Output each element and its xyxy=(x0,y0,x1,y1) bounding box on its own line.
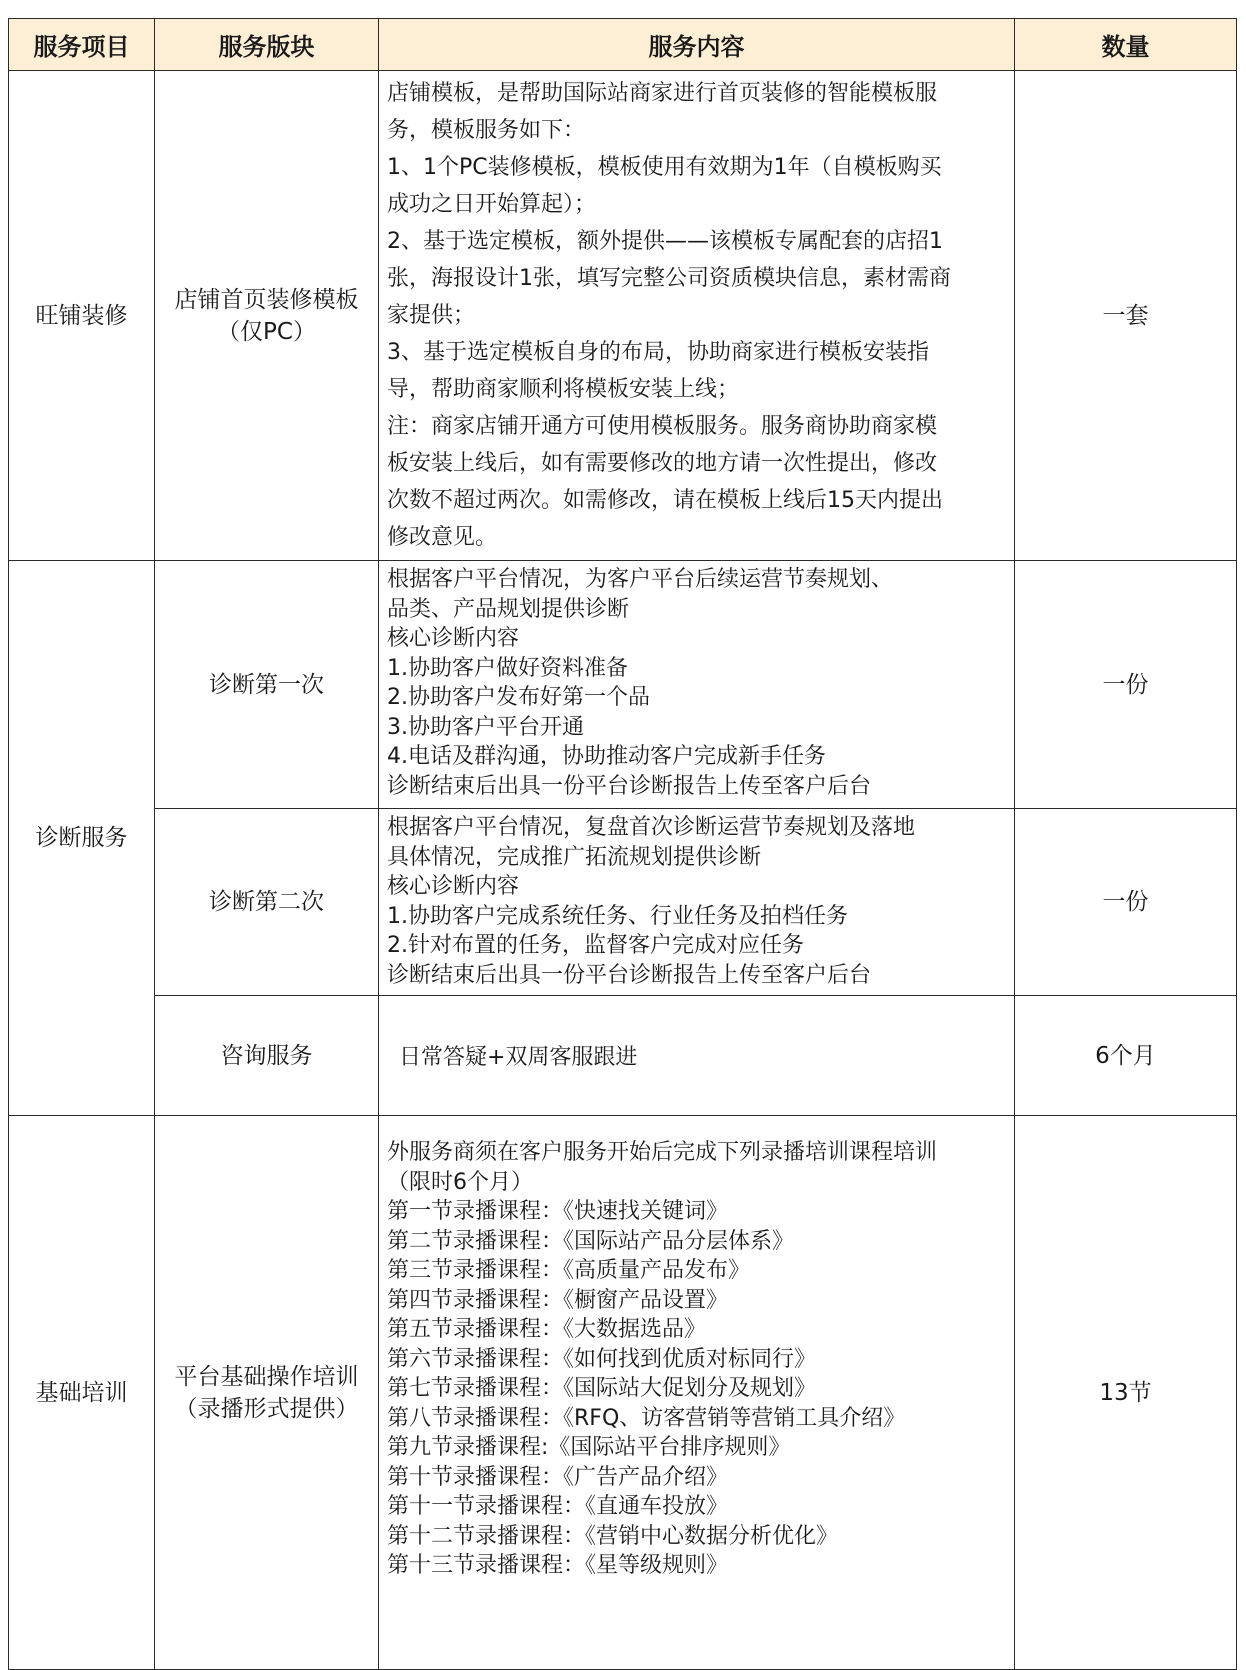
content-line: 导，帮助商家顺利将模板安装上线； xyxy=(387,377,740,402)
content-line: 诊断结束后出具一份平台诊断报告上传至客户后台 xyxy=(387,962,872,988)
content-line: 板安装上线后，如有需要修改的地方请一次性提出，修改 xyxy=(387,451,938,476)
content-line: 3、基于选定模板自身的布局，协助商家进行模板安装指 xyxy=(387,340,929,365)
content-line: 日常答疑+双周客服跟进 xyxy=(399,1045,638,1070)
content-line: 第六节录播课程：《如何找到优质对标同行》 xyxy=(387,1346,817,1372)
service-block-cell xyxy=(155,561,379,809)
content-line: 外服务商须在客户服务开始后完成下列录播培训课程培训 xyxy=(387,1140,938,1165)
table-row xyxy=(9,71,1237,561)
header-row xyxy=(9,19,1237,71)
service-content-cell xyxy=(379,809,1015,996)
content-line: 核心诊断内容 xyxy=(387,874,520,899)
content-line: 2、基于选定模板，额外提供——该模板专属配套的店招1 xyxy=(387,229,943,254)
table-row xyxy=(9,996,1237,1116)
block-line: 店铺首页装修模板 xyxy=(174,286,359,313)
content-line: 第一节录播课程：《快速找关键词》 xyxy=(387,1199,729,1224)
service-table xyxy=(8,18,1237,1670)
content-line: 根据客户平台情况，复盘首次诊断运营节奏规划及落地 xyxy=(387,815,916,840)
quantity-cell: 一份 xyxy=(1015,561,1237,809)
service-content-cell xyxy=(379,71,1015,561)
service-block-cell xyxy=(155,1116,379,1670)
service-content-cell xyxy=(379,561,1015,809)
content-line: 第十二节录播课程：《营销中心数据分析优化》 xyxy=(387,1523,839,1549)
content-line: 张，海报设计1张，填写完整公司资质模块信息，素材需商 xyxy=(387,266,951,291)
quantity-cell: 一份 xyxy=(1015,809,1237,996)
content-line: 第八节录播课程：《RFQ、访客营销等营销工具介绍》 xyxy=(387,1405,906,1431)
content-line: 第九节录播课程:《国际站平台排序规则》 xyxy=(387,1435,791,1460)
table-row xyxy=(9,809,1237,996)
header-service-content: 服务内容 xyxy=(379,19,1015,71)
content-line: 第三节录播课程：《高质量产品发布》 xyxy=(387,1258,751,1283)
block-line: 诊断第二次 xyxy=(209,889,324,915)
content-line: 第四节录播课程：《橱窗产品设置》 xyxy=(387,1287,729,1313)
content-line: 家提供； xyxy=(387,303,476,328)
content-line: 2.协助客户发布好第一个品 xyxy=(387,685,650,710)
service-block-cell xyxy=(155,809,379,996)
content-line: 核心诊断内容 xyxy=(387,626,520,651)
table-row xyxy=(9,561,1237,809)
content-line: 4.电话及群沟通，协助推动客户完成新手任务 xyxy=(387,744,826,769)
service-content-cell xyxy=(379,996,1015,1116)
content-line: 次数不超过两次。如需修改，请在模板上线后15天内提出 xyxy=(387,488,943,513)
content-line: 诊断结束后出具一份平台诊断报告上传至客户后台 xyxy=(387,773,872,799)
content-line: 1.协助客户做好资料准备 xyxy=(387,655,628,681)
content-line: 具体情况，完成推广拓流规划提供诊断 xyxy=(387,844,762,870)
service-item-cell: 基础培训 xyxy=(9,1116,155,1670)
service-block-cell xyxy=(155,71,379,561)
block-line: （录播形式提供） xyxy=(174,1395,359,1422)
content-line: 3.协助客户平台开通 xyxy=(387,714,584,740)
service-item-cell: 旺铺装修 xyxy=(9,71,155,561)
service-item-cell: 诊断服务 xyxy=(9,561,155,1116)
content-line: 第五节录播课程：《大数据选品》 xyxy=(387,1317,707,1342)
content-line: 品类、产品规划提供诊断 xyxy=(387,596,630,622)
content-line: 注：商家店铺开通方可使用模板服务。服务商协助商家模 xyxy=(387,414,938,439)
header-service-block: 服务版块 xyxy=(155,19,379,71)
block-line: 咨询服务 xyxy=(220,1042,313,1069)
content-line: 根据客户平台情况，为客户平台后续运营节奏规划、 xyxy=(387,567,894,592)
content-line: 第十三节录播课程：《星等级规则》 xyxy=(387,1553,729,1578)
content-line: 第七节录播课程：《国际站大促划分及规划》 xyxy=(387,1376,817,1401)
table-row xyxy=(9,1116,1237,1670)
content-line: 2.针对布置的任务，监督客户完成对应任务 xyxy=(387,933,804,958)
content-line: 成功之日开始算起）； xyxy=(387,192,597,217)
block-line: （仅PC） xyxy=(217,318,316,345)
content-line: 第十节录播课程：《广告产品介绍》 xyxy=(387,1464,729,1490)
quantity-cell: 13节 xyxy=(1015,1116,1237,1670)
header-service-item: 服务项目 xyxy=(9,19,155,71)
content-line: 第十一节录播课程：《直通车投放》 xyxy=(387,1494,729,1519)
content-line: （限时6个月） xyxy=(387,1169,533,1195)
content-line: 店铺模板，是帮助国际站商家进行首页装修的智能模板服 xyxy=(387,81,938,106)
content-line: 务，模板服务如下： xyxy=(387,118,586,143)
quantity-cell: 6个月 xyxy=(1015,996,1237,1116)
content-line: 第二节录播课程：《国际站产品分层体系》 xyxy=(387,1228,795,1254)
service-block-cell xyxy=(155,996,379,1116)
quantity-cell: 一套 xyxy=(1015,71,1237,561)
service-content-cell xyxy=(379,1116,1015,1670)
header-quantity: 数量 xyxy=(1015,19,1237,71)
content-line: 1.协助客户完成系统任务、行业任务及拍档任务 xyxy=(387,903,848,929)
block-line: 平台基础操作培训 xyxy=(174,1363,359,1390)
content-line: 修改意见。 xyxy=(387,525,498,550)
content-line: 1、1个PC装修模板，模板使用有效期为1年（自模板购买 xyxy=(387,155,942,180)
block-line: 诊断第一次 xyxy=(209,671,324,698)
